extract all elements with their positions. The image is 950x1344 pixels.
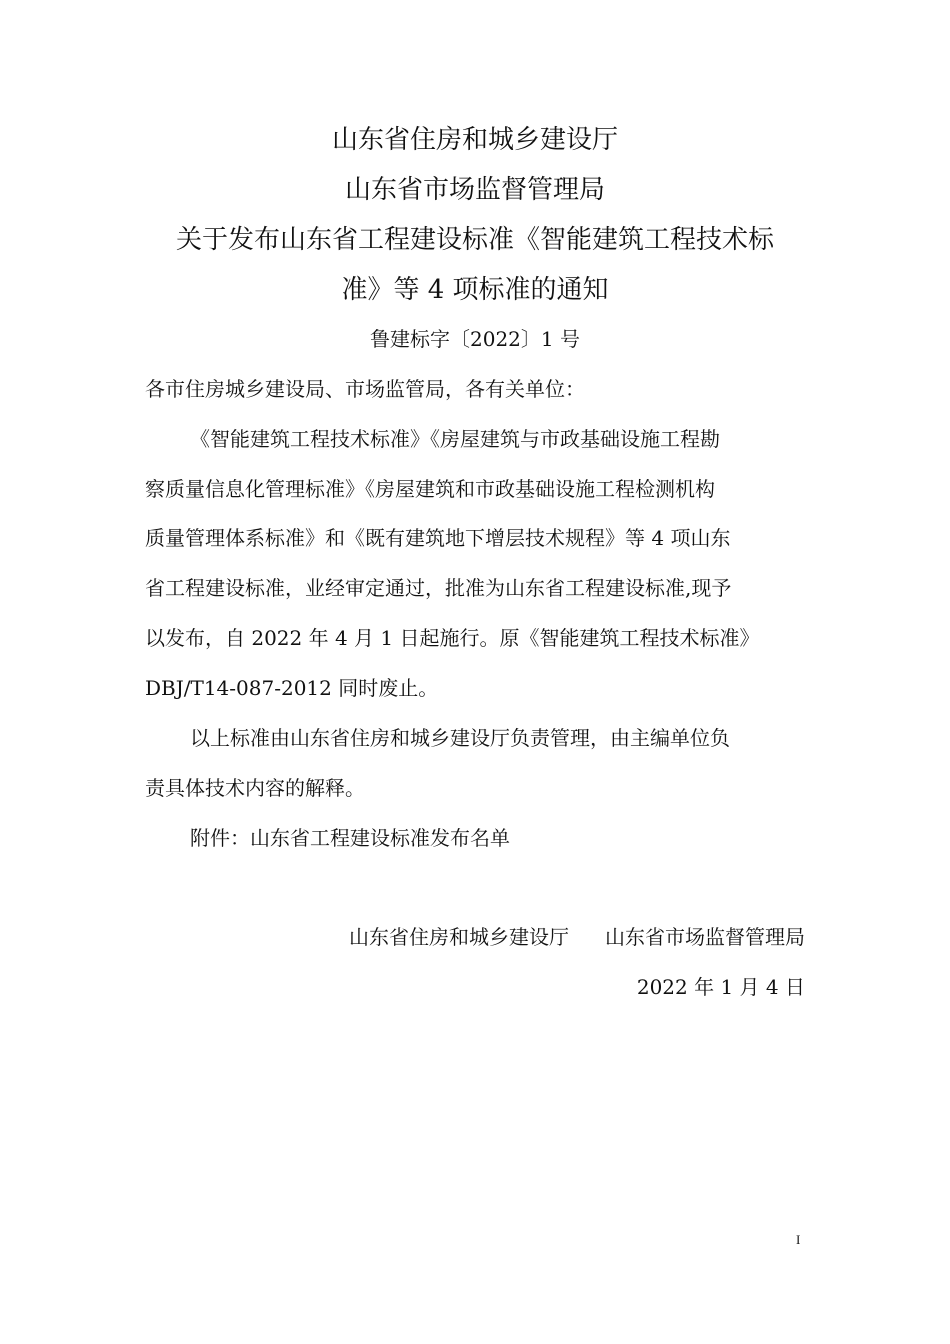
issuer-line-1: 山东省住房和城乡建设厅	[331, 125, 618, 155]
paragraph-1-line: 以发布，自 2022 年 4 月 1 日起施行。原《智能建筑工程技术标准》	[145, 626, 760, 650]
document-number: 鲁建标字〔2022〕1 号	[370, 327, 580, 351]
paragraph-1-line: 察质量信息化管理标准》《房屋建筑和市政基础设施工程检测机构	[145, 477, 715, 501]
issuer-line-2: 山东省市场监督管理局	[344, 175, 605, 205]
paragraph-1-line: 《智能建筑工程技术标准》《房屋建筑与市政基础设施工程勘	[190, 427, 720, 451]
signatory-housing-department: 山东省住房和城乡建设厅	[349, 925, 569, 949]
signatory-market-bureau: 山东省市场监督管理局	[605, 925, 805, 949]
page-number: I	[796, 1232, 801, 1247]
attachment-note: 附件：山东省工程建设标准发布名单	[190, 826, 510, 850]
signatories	[349, 924, 805, 950]
paragraph-1-line: DBJ/T14-087-2012 同时废止。	[145, 676, 439, 700]
notice-title-line-2: 准》等 4 项标准的通知	[341, 275, 609, 305]
paragraph-1-line: 省工程建设标准，业经审定通过，批准为山东省工程建设标准,现予	[145, 576, 732, 600]
paragraph-1-line: 质量管理体系标准》和《既有建筑地下增层技术规程》等 4 项山东	[145, 526, 731, 550]
salutation: 各市住房城乡建设局、市场监管局，各有关单位：	[145, 377, 585, 401]
paragraph-2-line: 责具体技术内容的解释。	[145, 776, 365, 800]
issue-date: 2022 年 1 月 4 日	[636, 975, 805, 999]
notice-title-line-1: 关于发布山东省工程建设标准《智能建筑工程技术标	[175, 225, 774, 255]
paragraph-2-line: 以上标准由山东省住房和城乡建设厅负责管理，由主编单位负	[190, 726, 730, 750]
